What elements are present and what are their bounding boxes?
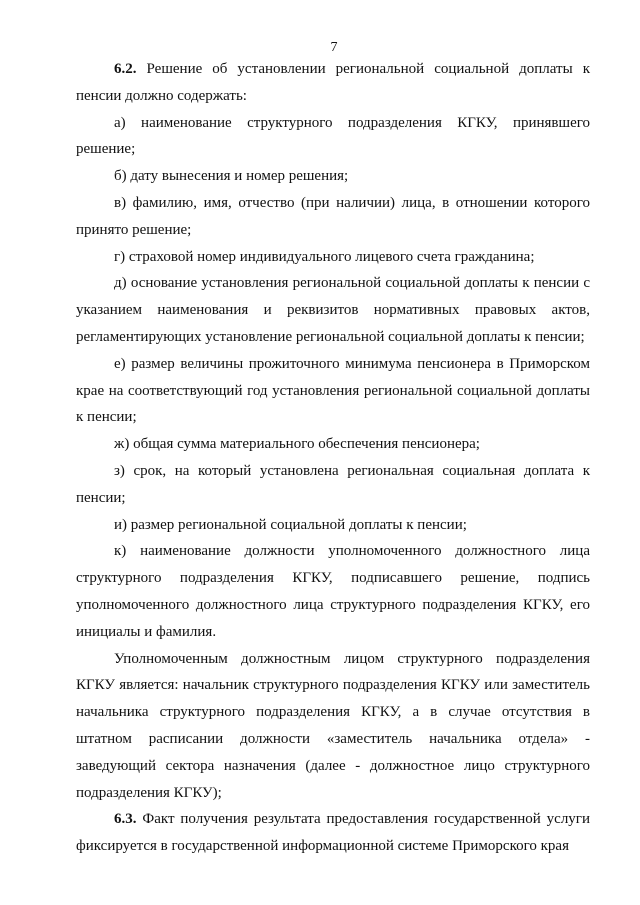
list-item-k: к) наименование должности уполномоченного должностного лица структурного подразделения КГКУ, подписавшего решение, подпись уполномоченного должностного лица структурного подразделения КГКУ, его инициалы и фамилия. [76,543,590,640]
section-number-6-3: 6.3. [114,811,137,828]
list-item-zh: ж) общая сумма материального обеспечения пенсионера; [114,436,480,453]
list-item-b: б) дату вынесения и номер решения; [114,168,349,185]
list-item-e: е) размер величины прожиточного минимума пенсионера в Приморском крае на соответствующий год установления региональной социальной доплаты к пенсии; [76,355,590,426]
section-6-3-text: Факт получения результата предоставления государственной услуги фиксируется в государственной информационной системе Приморского края [76,811,590,855]
list-item-d: д) основание установления региональной социальной доплаты к пенсии с указанием наименования и реквизитов нормативных правовых актов, регламентирующих установление региональной социальной доплаты к пенсии; [76,275,590,345]
section-number-6-2: 6.2. [114,61,137,77]
section-6-2-text: Решение об установлении региональной социальной доплаты к пенсии должно содержать: [76,61,590,104]
paragraph-6-2-intro [76,56,590,110]
list-item-i: и) размер региональной социальной доплаты к пенсии; [114,516,467,533]
paragraph-authorized-official: Уполномоченным должностным лицом структурного подразделения КГКУ является: начальник структурного подразделения КГКУ или заместитель начальника структурного подразделения КГКУ, а в случае отсутствия в штатном расписании должности «заместитель начальника отдела» - заведующий сектора назначения (далее - должностное лицо структурного подразделения КГКУ); [76,650,590,801]
list-item-g: г) страховой номер индивидуального лицевого счета гражданина; [114,248,535,265]
paragraph-6-3 [76,806,590,860]
list-item-v: в) фамилию, имя, отчество (при наличии) лица, в отношении которого принято решение; [76,194,590,238]
list-item-a: а) наименование структурного подразделения КГКУ, принявшего решение; [76,114,590,158]
list-item-z: з) срок, на который установлена региональная социальная доплата к пенсии; [76,462,590,506]
page-number: 7 [330,40,338,55]
